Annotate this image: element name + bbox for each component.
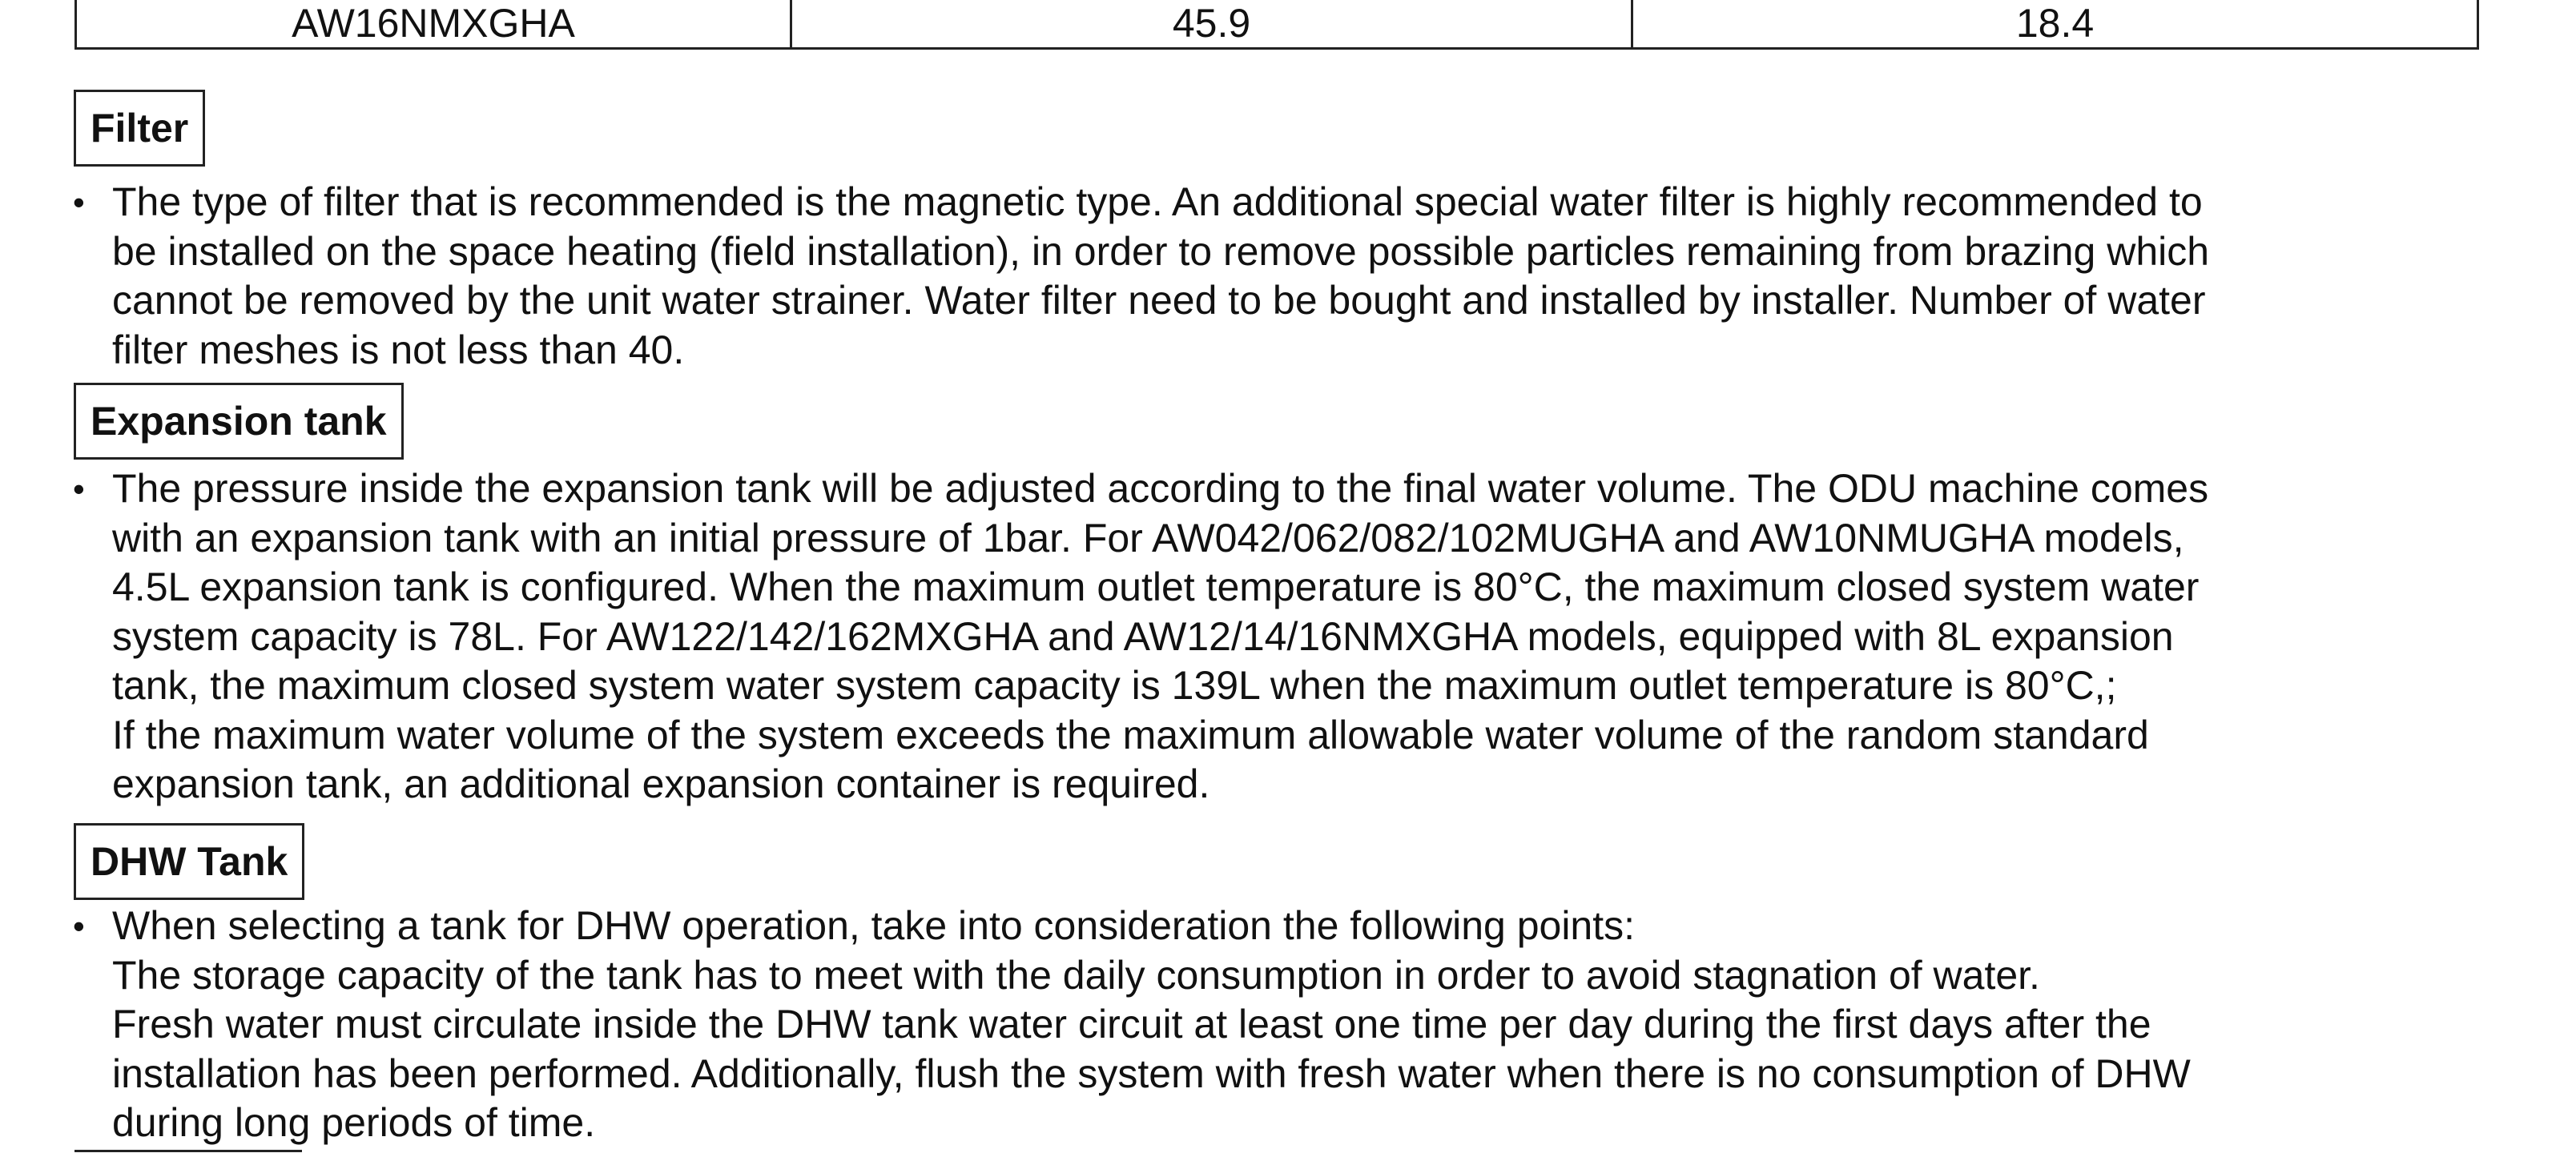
table-cell-value-2: 18.4 xyxy=(2015,0,2095,46)
text-line: system capacity is 78L. For AW122/142/162MXGHA and AW12/14/16NMXGHA models, equipped with 8L expansion xyxy=(112,613,2174,659)
text-line: with an expansion tank with an initial pressure of 1bar. For AW042/062/082/102MUGHA and AW10NMUGHA models, xyxy=(112,515,2184,560)
bullet-paragraph-filter xyxy=(0,178,2576,378)
text-line: The pressure inside the expansion tank will be adjusted according to the final water volume. The ODU machine comes xyxy=(112,466,2209,511)
paragraph-filter xyxy=(112,178,2507,375)
text-line: during long periods of time. xyxy=(112,1100,596,1145)
text-line: If the maximum water volume of the system exceeds the maximum allowable water volume of the random standard xyxy=(112,712,2149,757)
table-row xyxy=(74,0,2479,50)
table-cell-value-1: 45.9 xyxy=(792,0,1633,47)
text-line: tank, the maximum closed system water system capacity is 139L when the maximum outlet temperature is 80°C,; xyxy=(112,663,2117,708)
text-line: When selecting a tank for DHW operation, take into consideration the following points: xyxy=(112,903,1636,948)
section-heading-dhw-tank: DHW Tank xyxy=(74,823,304,900)
bullet-marker: • xyxy=(73,470,85,508)
section-heading-expansion-tank: Expansion tank xyxy=(74,383,404,460)
text-line: The storage capacity of the tank has to meet with the daily consumption in order to avoid stagnation of water. xyxy=(112,952,2040,998)
text-line: 4.5L expansion tank is configured. When the maximum outlet temperature is 80°C, the maximum closed system water xyxy=(112,564,2200,609)
paragraph-expansion-tank xyxy=(112,464,2507,810)
section-heading-filter: Filter xyxy=(74,90,205,167)
paragraph-dhw-tank xyxy=(112,902,2507,1148)
bullet-paragraph-expansion-tank xyxy=(0,464,2576,817)
bullet-marker: • xyxy=(73,907,85,945)
text-line: expansion tank, an additional expansion container is required. xyxy=(112,761,1210,806)
text-line: The type of filter that is recommended is the magnetic type. An additional special water filter is highly recommended to xyxy=(112,179,2203,224)
text-line: filter meshes is not less than 40. xyxy=(112,327,685,372)
text-line: be installed on the space heating (field installation), in order to remove possible particles remaining from brazing which xyxy=(112,228,2210,274)
bullet-paragraph-dhw-tank xyxy=(0,902,2576,1151)
text-line: installation has been performed. Additionally, flush the system with fresh water when there is no consumption of DHW xyxy=(112,1051,2191,1096)
table-cell-model: AW16NMXGHA xyxy=(77,0,792,47)
text-line: cannot be removed by the unit water strainer. Water filter need to be bought and installed by installer. Number of water xyxy=(112,278,2206,323)
bullet-marker: • xyxy=(73,183,85,221)
next-section-heading-edge xyxy=(74,1150,302,1152)
text-line: Fresh water must circulate inside the DHW tank water circuit at least one time per day during the first days after the xyxy=(112,1002,2151,1047)
